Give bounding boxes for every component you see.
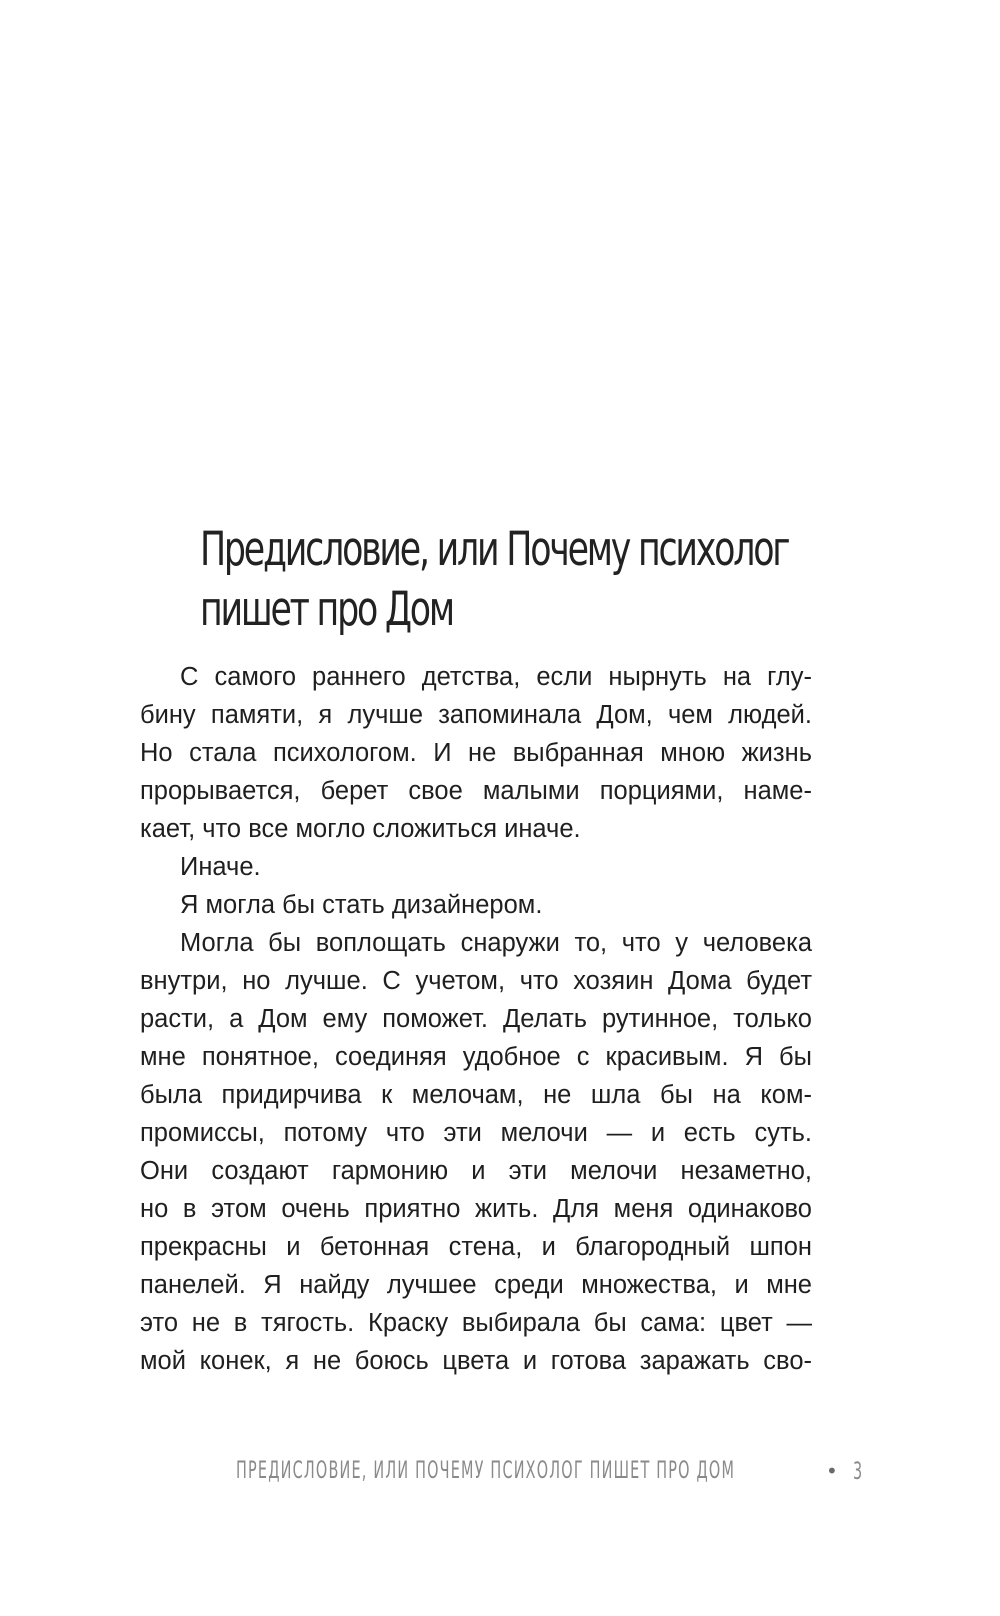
text-line: мне понятное, соединяя удобное с красивым. Я бы	[140, 1043, 812, 1071]
text-line: мой конек, я не боюсь цвета и готова заражать сво-	[140, 1347, 812, 1375]
text-line: панелей. Я найду лучшее среди множества, и мне	[140, 1271, 812, 1299]
text-line: это не в тягость. Краску выбирала бы сама: цвет —	[140, 1309, 812, 1337]
text-line: кает, что все могло сложиться иначе.	[140, 815, 581, 843]
text-line: Но стала психологом. И не выбранная мною жизнь	[140, 739, 812, 767]
text-line: прекрасны и бетонная стена, и благородный шпон	[140, 1233, 812, 1261]
chapter-title-line-1: Предисловие, или Почему психолог	[200, 522, 789, 577]
paragraph-2	[140, 848, 812, 886]
bullet-icon: •	[826, 1459, 838, 1483]
running-title: ПРЕДИСЛОВИЕ, ИЛИ ПОЧЕМУ ПСИХОЛОГ ПИШЕТ ПРО ДОМ	[236, 1456, 736, 1484]
text-line: была придирчива к мелочам, не шла бы на ком-	[140, 1081, 812, 1109]
text-line: С самого раннего детства, если нырнуть на глу-	[180, 663, 812, 691]
text-line: Могла бы воплощать снаружи то, что у человека	[180, 929, 812, 957]
chapter-title-line-2: пишет про Дом	[200, 582, 453, 637]
text-line: Иначе.	[180, 853, 261, 881]
chapter-title	[200, 520, 822, 640]
paragraph-4	[140, 924, 812, 1380]
text-line: промиссы, потому что эти мелочи — и есть суть.	[140, 1119, 812, 1147]
body-text	[140, 658, 812, 1380]
text-line: но в этом очень приятно жить. Для меня одинаково	[140, 1195, 812, 1223]
page-number: 3	[853, 1457, 863, 1485]
text-line: расти, а Дом ему поможет. Делать рутинное, только	[140, 1005, 812, 1033]
text-line: внутри, но лучше. С учетом, что хозяин Дома будет	[140, 967, 812, 995]
paragraph-1	[140, 658, 812, 848]
text-line: Я могла бы стать дизайнером.	[180, 891, 543, 919]
text-line: прорывается, берет свое малыми порциями, наме-	[140, 777, 812, 805]
running-footer	[236, 1456, 876, 1486]
paragraph-3	[140, 886, 812, 924]
text-line: бину памяти, я лучше запоминала Дом, чем людей.	[140, 701, 812, 729]
text-line: Они создают гармонию и эти мелочи незаметно,	[140, 1157, 812, 1185]
